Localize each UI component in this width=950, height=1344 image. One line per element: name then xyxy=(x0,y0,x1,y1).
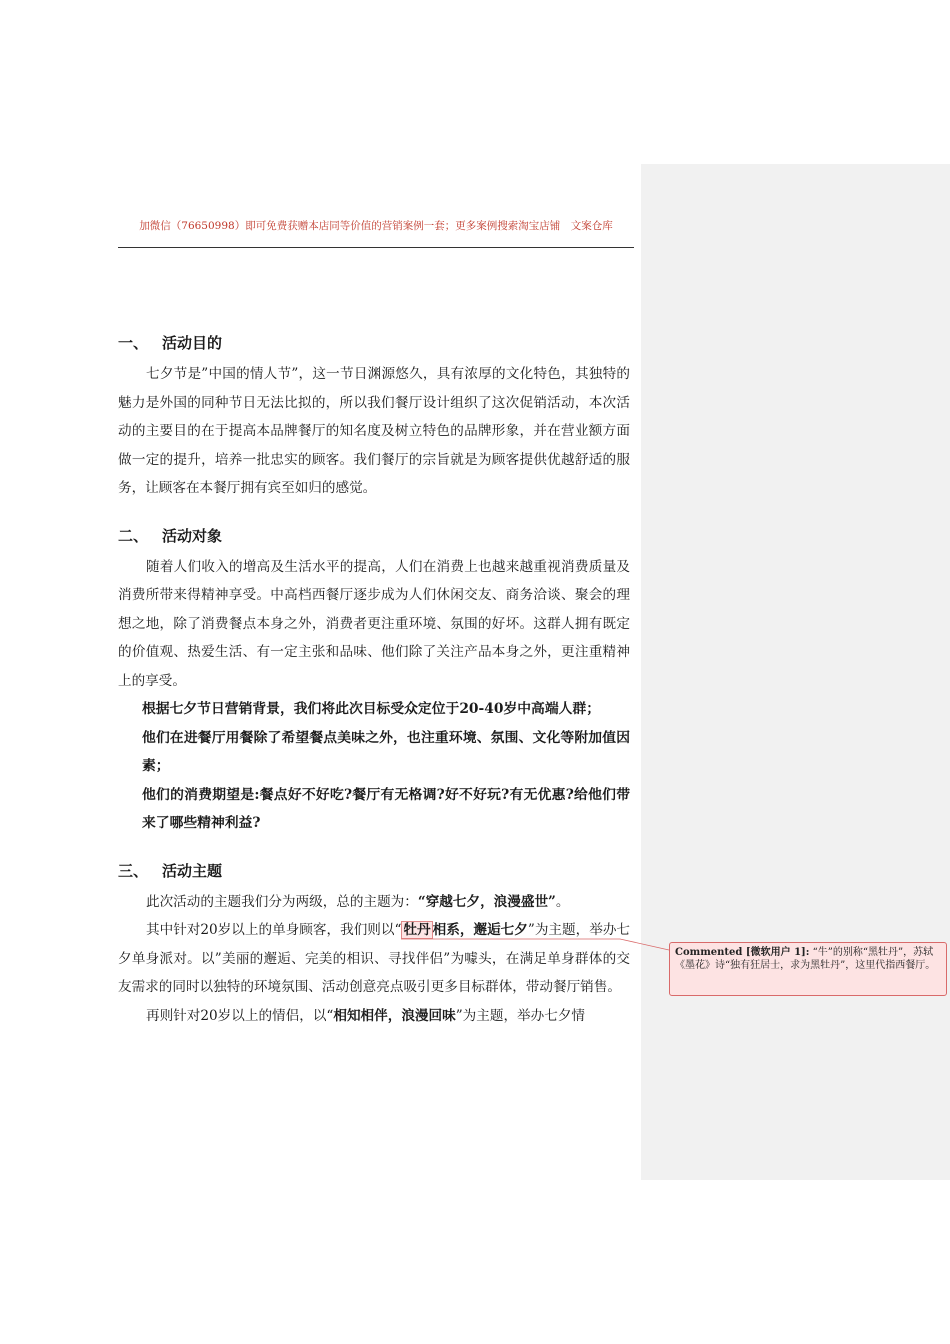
text-run: 其中针对20岁以上的单身顾客，我们则以“ xyxy=(146,922,402,938)
singles-theme: 相系，邂逅七夕 xyxy=(432,922,528,938)
text-run: 此次活动的主题我们分为两级，总的主题为： xyxy=(146,893,418,910)
audience-line-1: 根据七夕节日营销背景，我们将此次目标受众定位于20-40岁中高端人群； xyxy=(142,701,601,717)
section-2-paragraph: 随着人们收入的增高及生活水平的提高，人们在消费上也越来越重视消费质量及消费所带来得精神享受。中高档西餐厅逐步成为人们休闲交友、商务洽谈、聚会的理想之地，除了消费餐点本身之外，消费者更注重环境、氛围的好坏。这群人拥有既定的价值观、热爱生活、有一定主张和品味、他们除了关注产品本身之外，更注重精神上的享受。 xyxy=(118,558,630,689)
comment-author: Commented [微软用户 1]: xyxy=(675,947,810,958)
connector-line xyxy=(401,939,669,950)
audience-line-3: 他们的消费期望是:餐点好不好吃?餐厅有无格调?好不好玩?有无优惠?给他们带来了哪些精神利益? xyxy=(142,786,630,831)
main-theme: “穿越七夕，浪漫盛世” xyxy=(417,893,556,910)
comment-text: “牛”的别称“黑牡丹”，苏轼《墨花》诗“独有狂居士，求为黑牡丹”，这里代指西餐厅。 xyxy=(675,947,936,971)
section-number: 三、 xyxy=(118,861,149,880)
text-run: ”为主题，举办七夕情 xyxy=(455,1007,586,1024)
section-number: 二、 xyxy=(118,526,149,545)
header-note: 加微信（76650998）即可免费获赠本店同等价值的营销案例一套；更多案例搜索淘宝店铺 文案仓库 xyxy=(139,220,613,232)
text-run: 再则针对20岁以上的情侣，以“ xyxy=(146,1007,334,1024)
section-title: 活动主题 xyxy=(162,861,223,880)
comment-bubble[interactable] xyxy=(669,942,947,996)
text-run: 。 xyxy=(555,893,570,910)
section-title: 活动目的 xyxy=(162,334,223,352)
audience-line-2: 他们在进餐厅用餐除了希望餐点美味之外，也注重环境、氛围、文化等附加值因素； xyxy=(142,729,630,774)
comment-anchor-highlight[interactable]: 牡丹 xyxy=(403,922,431,938)
section-number: 一、 xyxy=(118,334,149,352)
couples-theme: 相知相伴，浪漫回味 xyxy=(333,1007,456,1024)
section-title: 活动对象 xyxy=(162,526,223,545)
section-1-paragraph: 七夕节是”中国的情人节”，这一节日渊源悠久，具有浓厚的文化特色，其独特的魅力是外国的同种节日无法比拟的，所以我们餐厅设计组织了这次促销活动，本次活动的主要目的在于提高本品牌餐厅的知名度及树立特色的品牌形象，并在营业额方面做一定的提升，培养一批忠实的顾客。我们餐厅的宗旨就是为顾客提供优越舒适的服务，让顾客在本餐厅拥有宾至如归的感觉。 xyxy=(118,366,630,496)
text-run: ”为主题，举办七夕单身派对。以”美丽的邂逅、完美的相识、寻找伴侣”为噱头，在满足单身群体的交友需求的同时以独特的环境氛围、活动创意亮点吸引更多目标群体，带动餐厅销售。 xyxy=(118,922,631,995)
